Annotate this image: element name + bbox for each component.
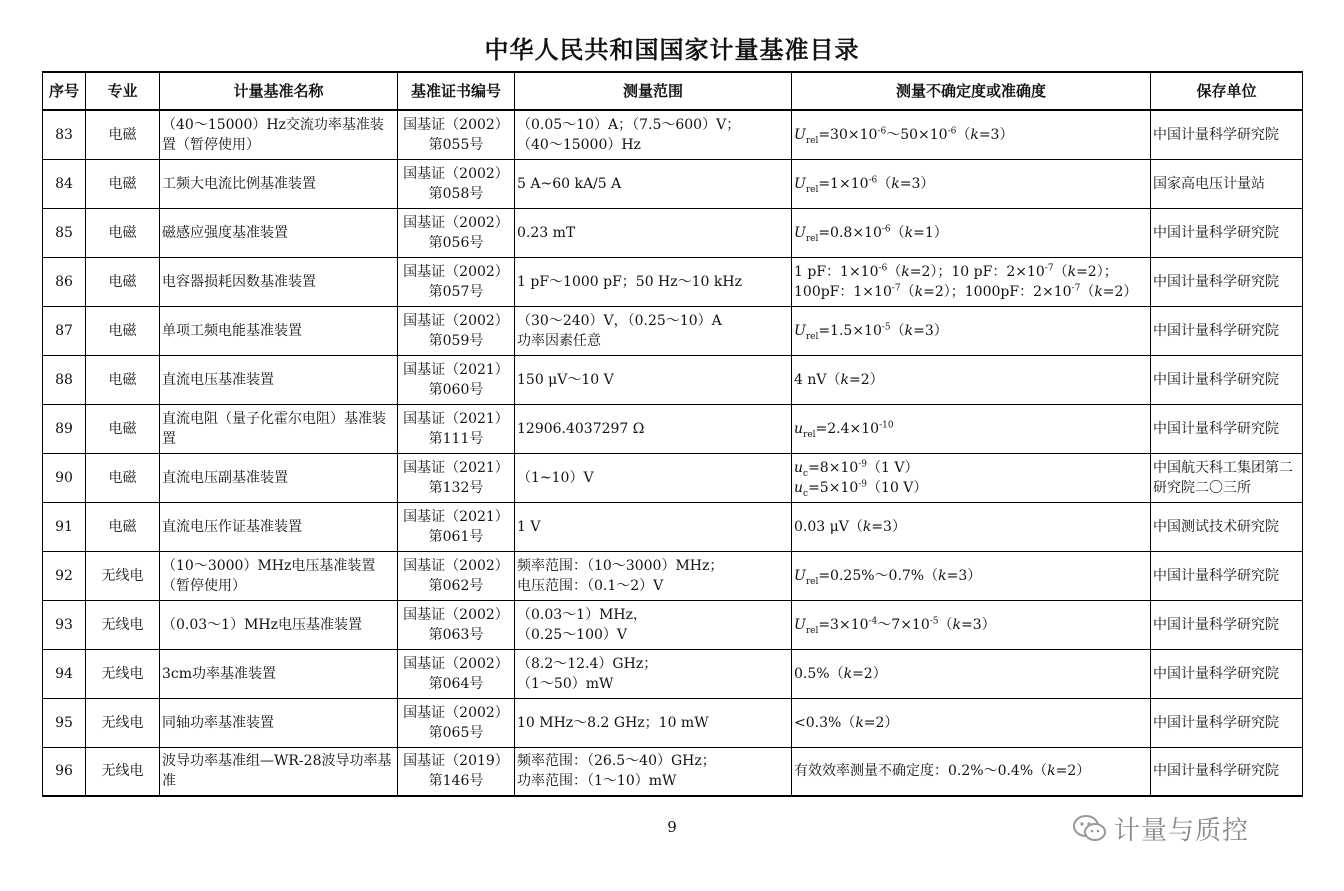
cert-line: 国基证（2021） — [403, 361, 509, 378]
cert-line: 国基证（2021） — [403, 508, 509, 525]
cell-no: 88 — [43, 355, 86, 404]
cert-line: 第058号 — [428, 185, 484, 202]
cell-no: 94 — [43, 649, 86, 698]
cell-field: 电磁 — [86, 355, 160, 404]
cell-cert — [398, 551, 515, 600]
table-row — [43, 502, 1303, 551]
cert-line: 国基证（2002） — [403, 214, 509, 231]
range-line: 10 MHz～8.2 GHz；10 mW — [517, 714, 709, 731]
range-line: （1~10）V — [517, 469, 594, 486]
range-line: （30～240）V，（0.25～10）A — [517, 312, 722, 329]
range-line: 功率范围：（1～10）mW — [517, 773, 677, 790]
cell-uncertainty: $u_{rel}=2.4\times 10^{-10}$ — [792, 404, 1151, 453]
cell-org: 中国计量科学研究院 — [1151, 551, 1303, 600]
cert-line: 第057号 — [428, 283, 484, 300]
cert-line: 国基证（2019） — [403, 753, 509, 770]
cell-name: （40～15000）Hz交流功率基准装置（暂停使用） — [160, 110, 398, 159]
range-line: （0.25～100）V — [517, 626, 628, 643]
range-line: 频率范围：（10～3000）MHz； — [517, 557, 724, 574]
header-field: 专业 — [86, 72, 160, 110]
cell-range — [515, 110, 792, 159]
cell-name: 直流电压基准装置 — [160, 355, 398, 404]
cell-range — [515, 747, 792, 796]
cell-range — [515, 698, 792, 747]
cert-line: 国基证（2002） — [403, 704, 509, 721]
cell-field: 电磁 — [86, 257, 160, 306]
cell-name: （0.03～1）MHz电压基准装置 — [160, 600, 398, 649]
cell-field: 无线电 — [86, 649, 160, 698]
cert-line: 国基证（2002） — [403, 165, 509, 182]
cert-line: 第064号 — [428, 675, 484, 692]
cell-name: 单项工频电能基准装置 — [160, 306, 398, 355]
standards-table — [42, 71, 1303, 797]
range-line: 5 A~60 kA/5 A — [517, 175, 622, 192]
cell-field: 电磁 — [86, 159, 160, 208]
header-no: 序号 — [43, 72, 86, 110]
cell-no: 89 — [43, 404, 86, 453]
cell-cert — [398, 649, 515, 698]
cell-cert — [398, 257, 515, 306]
cert-line: 国基证（2021） — [403, 410, 509, 427]
cell-range — [515, 453, 792, 502]
table-row — [43, 600, 1303, 649]
cert-line: 国基证（2002） — [403, 312, 509, 329]
cert-line: 第056号 — [428, 234, 484, 251]
cell-name: 直流电压副基准装置 — [160, 453, 398, 502]
cell-uncertainty: 有效效率测量不确定度：0.2%～0.4%（k=2） — [792, 747, 1151, 796]
cell-cert — [398, 600, 515, 649]
cell-no: 95 — [43, 698, 86, 747]
range-line: （40～15000）Hz — [517, 136, 641, 153]
cell-field: 电磁 — [86, 502, 160, 551]
cell-org: 中国计量科学研究院 — [1151, 698, 1303, 747]
cell-uncertainty: $U_{rel}=0.8\times 10^{-6}(k=1)$ — [792, 208, 1151, 257]
cell-no: 85 — [43, 208, 86, 257]
cell-name: 同轴功率基准装置 — [160, 698, 398, 747]
table-row — [43, 159, 1303, 208]
cert-line: 国基证（2002） — [403, 655, 509, 672]
range-line: 1 V — [517, 518, 541, 535]
cell-name: 直流电压作证基准装置 — [160, 502, 398, 551]
cert-line: 第061号 — [428, 528, 484, 545]
range-line: 频率范围：（26.5～40）GHz； — [517, 753, 716, 770]
cert-line: 第132号 — [428, 479, 484, 496]
cell-no: 93 — [43, 600, 86, 649]
range-line: 功率因素任意 — [517, 332, 601, 349]
cell-org: 中国航天科工集团第二研究院二〇三所 — [1151, 453, 1303, 502]
table-row — [43, 355, 1303, 404]
header-range: 测量范围 — [515, 72, 792, 110]
cell-no: 92 — [43, 551, 86, 600]
page-number: 9 — [667, 818, 677, 836]
cell-range — [515, 404, 792, 453]
cell-uncertainty: 0.5%（k=2） — [792, 649, 1151, 698]
range-line: （8.2～12.4）GHz； — [517, 655, 658, 672]
range-line: （0.05～10）A；（7.5～600）V； — [517, 116, 741, 133]
header-org: 保存单位 — [1151, 72, 1303, 110]
cell-name: 波导功率基准组—WR-28波导功率基准 — [160, 747, 398, 796]
cell-cert — [398, 110, 515, 159]
cert-line: 第146号 — [428, 773, 484, 790]
cell-uncertainty: <0.3%（k=2） — [792, 698, 1151, 747]
range-line: 0.23 mT — [517, 224, 576, 241]
cell-org: 中国测试技术研究院 — [1151, 502, 1303, 551]
cell-org: 中国计量科学研究院 — [1151, 600, 1303, 649]
cell-field: 电磁 — [86, 453, 160, 502]
cert-line: 国基证（2002） — [403, 116, 509, 133]
cell-org: 中国计量科学研究院 — [1151, 747, 1303, 796]
watermark — [1072, 810, 1249, 847]
range-line: 1 pF～1000 pF；50 Hz～10 kHz — [517, 273, 742, 290]
range-line: 电压范围：（0.1～2）V — [517, 577, 664, 594]
cell-uncertainty: $U_{rel}=1\times 10^{-6}(k=3)$ — [792, 159, 1151, 208]
cell-range — [515, 159, 792, 208]
cell-name: 直流电阻（量子化霍尔电阻）基准装置 — [160, 404, 398, 453]
range-line: 12906.4037297 Ω — [517, 420, 645, 437]
cell-name: （10～3000）MHz电压基准装置（暂停使用） — [160, 551, 398, 600]
cell-field: 无线电 — [86, 698, 160, 747]
cell-field: 无线电 — [86, 600, 160, 649]
cell-cert — [398, 453, 515, 502]
watermark-text: 计量与质控 — [1114, 816, 1250, 846]
cell-org: 中国计量科学研究院 — [1151, 306, 1303, 355]
cell-uncertainty: $U_{rel}=3\times 10^{-4}\sim 7\times 10^{-5}(k=3)$ — [792, 600, 1151, 649]
cell-uncertainty: 4 nV（k=2） — [792, 355, 1151, 404]
cert-line: 第065号 — [428, 724, 484, 741]
cert-line: 国基证（2002） — [403, 263, 509, 280]
cell-cert — [398, 355, 515, 404]
range-line: （1～50）mW — [517, 675, 614, 692]
cell-uncertainty: $U_{rel}=30\times 10^{-6}\sim 50\times 10^{-6}(k=3)$ — [792, 110, 1151, 159]
cell-no: 91 — [43, 502, 86, 551]
cert-line: 第063号 — [428, 626, 484, 643]
table-row — [43, 453, 1303, 502]
cell-cert — [398, 502, 515, 551]
page-title: 中华人民共和国国家计量基准目录 — [484, 36, 860, 64]
cell-field: 电磁 — [86, 110, 160, 159]
table-row — [43, 110, 1303, 159]
table-row — [43, 404, 1303, 453]
cell-name: 电容器损耗因数基准装置 — [160, 257, 398, 306]
cell-org: 国家高电压计量站 — [1151, 159, 1303, 208]
table-row — [43, 649, 1303, 698]
cell-uncertainty: $U_{rel}=1.5\times 10^{-5}(k=3)$ — [792, 306, 1151, 355]
cell-range — [515, 355, 792, 404]
cell-org: 中国计量科学研究院 — [1151, 208, 1303, 257]
cell-range — [515, 551, 792, 600]
cert-line: 第059号 — [428, 332, 484, 349]
cell-no: 96 — [43, 747, 86, 796]
range-line: 150 μV～10 V — [517, 371, 614, 388]
table-body — [43, 110, 1303, 796]
cell-uncertainty: $U_{rel}=0.25\%\sim 0.7\%(k=3)$ — [792, 551, 1151, 600]
cell-cert — [398, 698, 515, 747]
table-row — [43, 747, 1303, 796]
wechat-icon — [1072, 814, 1108, 844]
cert-line: 国基证（2021） — [403, 459, 509, 476]
table-row — [43, 698, 1303, 747]
cell-uncertainty: 1 pF：$1\times 10^{-6}(k=2)$；10 pF：$2\times 10^{-7}(k=2)$； 100pF：$1\times 10^{-7}(k=2)$；1000pF：$2\times 10^{-7}(k=2)$ — [792, 257, 1151, 306]
cell-org: 中国计量科学研究院 — [1151, 355, 1303, 404]
table-row — [43, 257, 1303, 306]
cell-org: 中国计量科学研究院 — [1151, 404, 1303, 453]
cell-cert — [398, 306, 515, 355]
cell-name: 工频大电流比例基准装置 — [160, 159, 398, 208]
cell-org: 中国计量科学研究院 — [1151, 110, 1303, 159]
cell-cert — [398, 159, 515, 208]
header-name: 计量基准名称 — [160, 72, 398, 110]
cell-cert — [398, 208, 515, 257]
cell-field: 电磁 — [86, 208, 160, 257]
cell-field: 无线电 — [86, 551, 160, 600]
cert-line: 第055号 — [428, 136, 484, 153]
cell-no: 83 — [43, 110, 86, 159]
cell-no: 84 — [43, 159, 86, 208]
cert-line: 第060号 — [428, 381, 484, 398]
table-header — [43, 72, 1303, 110]
header-uncertainty: 测量不确定度或准确度 — [792, 72, 1151, 110]
cell-cert — [398, 404, 515, 453]
cell-range — [515, 306, 792, 355]
cell-field: 电磁 — [86, 404, 160, 453]
table-row — [43, 551, 1303, 600]
table-row — [43, 208, 1303, 257]
header-cert: 基准证书编号 — [398, 72, 515, 110]
cert-line: 国基证（2002） — [403, 606, 509, 623]
cell-field: 无线电 — [86, 747, 160, 796]
table-row — [43, 306, 1303, 355]
cell-name: 磁感应强度基准装置 — [160, 208, 398, 257]
cell-range — [515, 208, 792, 257]
cell-range — [515, 600, 792, 649]
cert-line: 第111号 — [428, 430, 484, 447]
cell-org: 中国计量科学研究院 — [1151, 649, 1303, 698]
range-line: （0.03～1）MHz， — [517, 606, 647, 623]
cell-field: 电磁 — [86, 306, 160, 355]
cell-range — [515, 649, 792, 698]
cell-range — [515, 257, 792, 306]
cell-name: 3cm功率基准装置 — [160, 649, 398, 698]
cell-no: 87 — [43, 306, 86, 355]
cell-no: 90 — [43, 453, 86, 502]
cell-uncertainty: $u_c=8\times 10^{-9}(1$ V） $u_c=5\times 10^{-9}(10$ V） — [792, 453, 1151, 502]
cell-range — [515, 502, 792, 551]
cell-no: 86 — [43, 257, 86, 306]
cert-line: 第062号 — [428, 577, 484, 594]
cell-cert — [398, 747, 515, 796]
cell-org: 中国计量科学研究院 — [1151, 257, 1303, 306]
cert-line: 国基证（2002） — [403, 557, 509, 574]
cell-uncertainty: 0.03 μV（k=3） — [792, 502, 1151, 551]
